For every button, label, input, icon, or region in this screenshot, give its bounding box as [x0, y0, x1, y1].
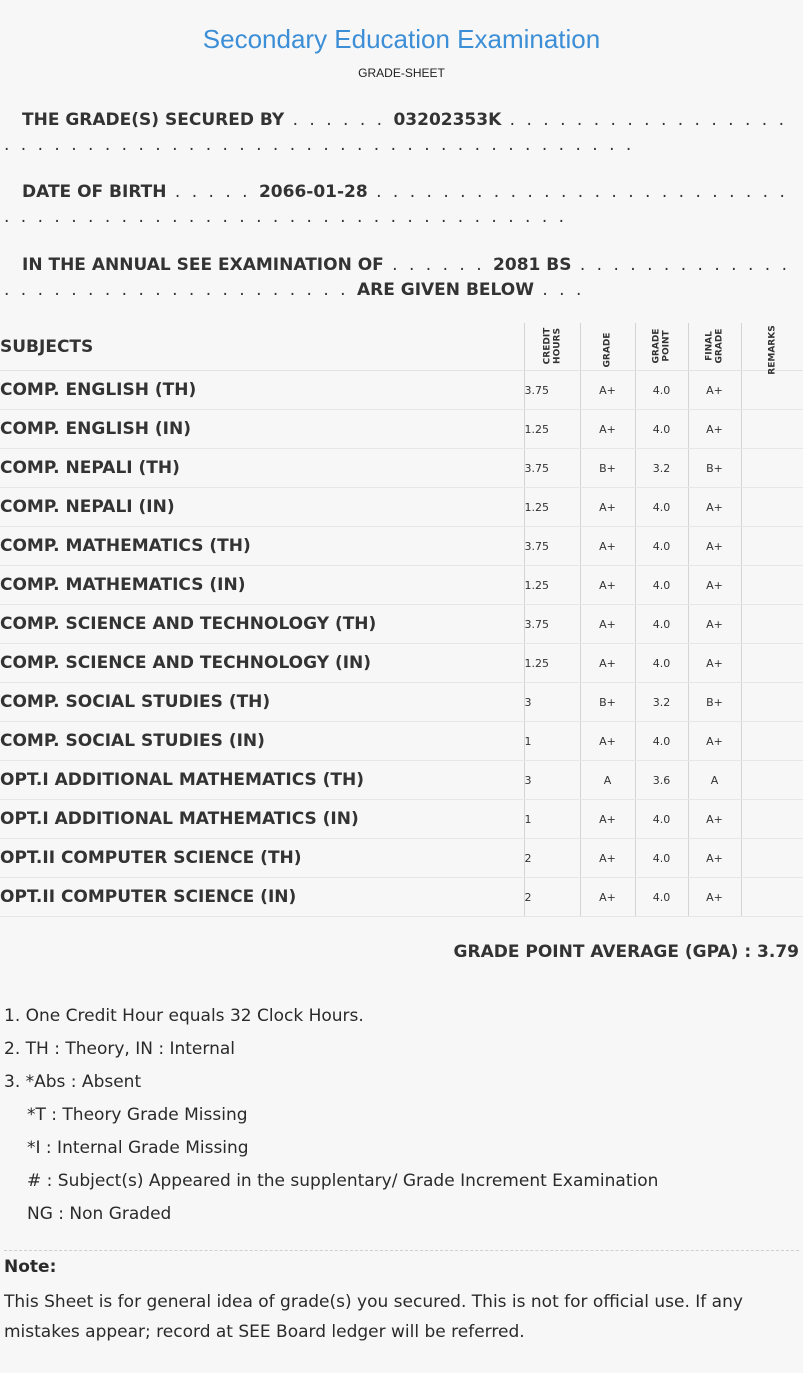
final-grade-cell: B+ — [688, 449, 741, 488]
credit-hours-cell: 3.75 — [524, 371, 580, 410]
grade-point-cell: 4.0 — [635, 644, 688, 683]
credit-hours-cell: 2 — [524, 878, 580, 917]
remarks-cell — [741, 449, 803, 488]
subject-cell: COMP. SOCIAL STUDIES (IN) — [0, 722, 524, 761]
page-title: Secondary Education Examination — [202, 24, 601, 54]
secured-by-line: THE GRADE(S) SECURED BY . . . . . . 03202353K . . . . . . . . . . . . . . . . . . . . . . . . . . . . . . . . . . . . . . . . . . . . . . . . . . . . . . . — [4, 110, 787, 155]
final-grade-cell: A+ — [688, 644, 741, 683]
final-grade-cell: A+ — [688, 605, 741, 644]
subject-cell: OPT.I ADDITIONAL MATHEMATICS (TH) — [0, 761, 524, 800]
exam-year: 2081 BS — [493, 255, 572, 275]
table-row — [0, 527, 803, 566]
table-row — [0, 371, 803, 410]
subject-cell: COMP. MATHEMATICS (IN) — [0, 566, 524, 605]
subject-cell: COMP. NEPALI (TH) — [0, 449, 524, 488]
header-subjects: SUBJECTS — [0, 323, 524, 371]
table-row — [0, 839, 803, 878]
secured-by-label: THE GRADE(S) SECURED BY — [22, 110, 285, 130]
final-grade-cell: A+ — [688, 722, 741, 761]
grade-cell: A+ — [580, 371, 635, 410]
symbol-number: 03202353K — [393, 110, 502, 130]
credit-hours-cell: 1.25 — [524, 410, 580, 449]
grade-point-cell: 4.0 — [635, 878, 688, 917]
grade-point-cell: 4.0 — [635, 410, 688, 449]
subject-cell: COMP. ENGLISH (IN) — [0, 410, 524, 449]
grade-cell: A+ — [580, 605, 635, 644]
table-row — [0, 605, 803, 644]
remarks-cell — [741, 683, 803, 722]
remarks-cell — [741, 878, 803, 917]
credit-hours-cell: 3 — [524, 761, 580, 800]
remarks-cell — [741, 605, 803, 644]
grade-point-cell: 4.0 — [635, 371, 688, 410]
grade-cell: A+ — [580, 410, 635, 449]
grade-point-cell: 4.0 — [635, 527, 688, 566]
table-row — [0, 644, 803, 683]
note-sub-item: NG : Non Graded — [27, 1204, 172, 1224]
remarks-cell — [741, 566, 803, 605]
note-heading: Note: — [4, 1257, 57, 1277]
grade-point-cell: 4.0 — [635, 722, 688, 761]
subject-cell: COMP. ENGLISH (TH) — [0, 371, 524, 410]
subject-cell: OPT.II COMPUTER SCIENCE (TH) — [0, 839, 524, 878]
table-row — [0, 878, 803, 917]
table-row — [0, 761, 803, 800]
table-row — [0, 722, 803, 761]
grades-table — [0, 323, 803, 917]
grade-cell: A+ — [580, 566, 635, 605]
grade-cell: A+ — [580, 527, 635, 566]
credit-hours-cell: 1 — [524, 800, 580, 839]
grade-cell: B+ — [580, 683, 635, 722]
table-row — [0, 566, 803, 605]
header-grade: GRADE — [580, 323, 635, 371]
final-grade-cell: A+ — [688, 527, 741, 566]
disclaimer-text: This Sheet is for general idea of grade(s) you secured. This is not for official use. If any mistakes appear; record at SEE Board ledger will be referred. — [4, 1292, 743, 1342]
remarks-cell — [741, 410, 803, 449]
dob-label: DATE OF BIRTH — [22, 182, 167, 202]
subject-cell: COMP. SCIENCE AND TECHNOLOGY (TH) — [0, 605, 524, 644]
exam-label: IN THE ANNUAL SEE EXAMINATION OF — [22, 255, 384, 275]
given-below-label: ARE GIVEN BELOW — [356, 280, 534, 300]
remarks-cell — [741, 527, 803, 566]
subject-cell: OPT.I ADDITIONAL MATHEMATICS (IN) — [0, 800, 524, 839]
table-row — [0, 683, 803, 722]
note-item: 1. One Credit Hour equals 32 Clock Hours. — [4, 1006, 364, 1026]
final-grade-cell: A+ — [688, 371, 741, 410]
final-grade-cell: A — [688, 761, 741, 800]
table-header-row — [0, 323, 803, 371]
final-grade-cell: A+ — [688, 878, 741, 917]
final-grade-cell: A+ — [688, 800, 741, 839]
page-subtitle: GRADE-SHEET — [358, 66, 445, 80]
credit-hours-cell: 3.75 — [524, 527, 580, 566]
remarks-cell — [741, 761, 803, 800]
credit-hours-cell: 3 — [524, 683, 580, 722]
grade-point-cell: 4.0 — [635, 566, 688, 605]
credit-hours-cell: 1.25 — [524, 566, 580, 605]
header-remarks: REMARKS — [741, 323, 803, 371]
header-credit-hours: CREDIT HOURS — [524, 323, 580, 371]
final-grade-cell: A+ — [688, 839, 741, 878]
gpa-label: GRADE POINT AVERAGE (GPA) : — [453, 942, 752, 962]
credit-hours-cell: 2 — [524, 839, 580, 878]
final-grade-cell: A+ — [688, 566, 741, 605]
grade-point-cell: 3.6 — [635, 761, 688, 800]
gpa-value: 3.79 — [757, 942, 799, 962]
remarks-cell — [741, 488, 803, 527]
final-grade-cell: A+ — [688, 488, 741, 527]
header-final-grade: FINAL GRADE — [688, 323, 741, 371]
note-sub-item: *I : Internal Grade Missing — [27, 1138, 249, 1158]
grades-table-body — [0, 371, 803, 917]
subject-cell: OPT.II COMPUTER SCIENCE (IN) — [0, 878, 524, 917]
note-sub-item: # : Subject(s) Appeared in the supplentary/ Grade Increment Examination — [27, 1171, 659, 1191]
grade-point-cell: 3.2 — [635, 683, 688, 722]
grade-point-cell: 3.2 — [635, 449, 688, 488]
grade-point-cell: 4.0 — [635, 800, 688, 839]
divider — [4, 1250, 799, 1251]
remarks-cell — [741, 839, 803, 878]
grade-point-cell: 4.0 — [635, 839, 688, 878]
subject-cell: COMP. MATHEMATICS (TH) — [0, 527, 524, 566]
subject-cell: COMP. SCIENCE AND TECHNOLOGY (IN) — [0, 644, 524, 683]
remarks-cell — [741, 722, 803, 761]
dob-line: DATE OF BIRTH . . . . . 2066-01-28 . . . . . . . . . . . . . . . . . . . . . . . . . . . . . . . . . . . . . . . . . . . . . . . . . . . . . . . . . . . — [4, 182, 788, 227]
note-sub-item: *T : Theory Grade Missing — [27, 1105, 248, 1125]
subject-cell: COMP. NEPALI (IN) — [0, 488, 524, 527]
exam-line: IN THE ANNUAL SEE EXAMINATION OF . . . . . . 2081 BS . . . . . . . . . . . . . . . . . . . . . . . . . . . . . . . . . . ARE GIVEN BELOW . . . — [4, 255, 790, 300]
credit-hours-cell: 3.75 — [524, 449, 580, 488]
grade-point-cell: 4.0 — [635, 605, 688, 644]
credit-hours-cell: 1 — [524, 722, 580, 761]
table-row — [0, 488, 803, 527]
header-grade-point: GRADE POINT — [635, 323, 688, 371]
remarks-cell — [741, 800, 803, 839]
note-item: 2. TH : Theory, IN : Internal — [4, 1039, 235, 1059]
grade-cell: A+ — [580, 800, 635, 839]
subject-cell: COMP. SOCIAL STUDIES (TH) — [0, 683, 524, 722]
grade-cell: B+ — [580, 449, 635, 488]
gpa-line — [454, 942, 799, 962]
remarks-cell — [741, 371, 803, 410]
dob-value: 2066-01-28 — [258, 182, 368, 202]
legend-notes — [4, 1000, 799, 1231]
grade-cell: A — [580, 761, 635, 800]
credit-hours-cell: 1.25 — [524, 644, 580, 683]
note-item: 3. *Abs : Absent — [4, 1072, 142, 1092]
final-grade-cell: B+ — [688, 683, 741, 722]
grade-cell: A+ — [580, 722, 635, 761]
table-row — [0, 449, 803, 488]
grade-cell: A+ — [580, 839, 635, 878]
final-grade-cell: A+ — [688, 410, 741, 449]
grade-point-cell: 4.0 — [635, 488, 688, 527]
grade-cell: A+ — [580, 878, 635, 917]
table-row — [0, 410, 803, 449]
credit-hours-cell: 3.75 — [524, 605, 580, 644]
table-row — [0, 800, 803, 839]
grade-cell: A+ — [580, 644, 635, 683]
grade-cell: A+ — [580, 488, 635, 527]
credit-hours-cell: 1.25 — [524, 488, 580, 527]
remarks-cell — [741, 644, 803, 683]
